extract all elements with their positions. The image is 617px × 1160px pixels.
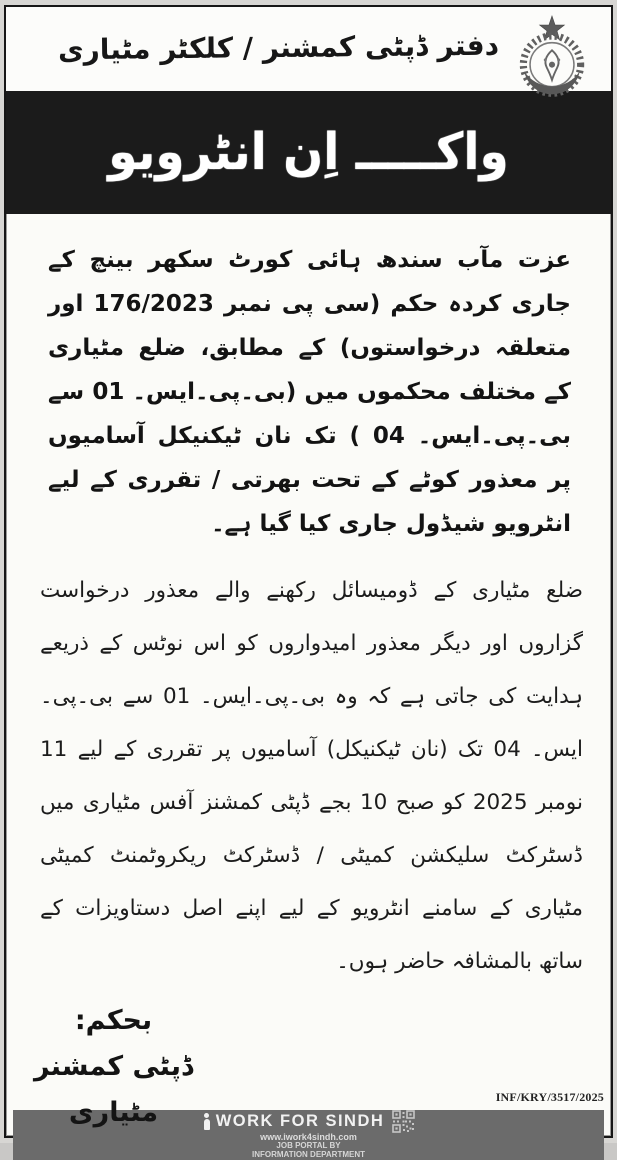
footer-tagline-2: INFORMATION DEPARTMENT <box>251 1149 365 1159</box>
qr-code-icon <box>393 1111 414 1132</box>
notice-paragraph-1: عزت مآب سندھ ہائی کورٹ سکھر بینچ کے جاری کردہ حکم (سی پی نمبر 176/2023 اور متعلقہ درخواستوں) کے مطابق، ضلع مٹیاری کے مختلف محکموں میں (بی۔پی۔ایس۔ 01 سے بی۔پی۔ایس۔ 04 ) تک نان ٹیکنیکل آسامیوں پر معذور کوٹے کے تحت بھرتی / تقرری کے لیے انٹرویو شیڈول جاری کیا گیا ہے۔ <box>48 247 571 537</box>
walk-in-interview-banner <box>6 91 611 214</box>
signature-by-order: بحکم: <box>74 1005 153 1036</box>
signature-district: مٹیاری <box>68 1097 159 1128</box>
person-icon <box>203 1113 211 1130</box>
footer-content <box>203 1111 415 1159</box>
office-title: دفتر ڈپٹی کمشنر / کلکٹر مٹیاری <box>57 28 500 67</box>
footer-brand-row <box>203 1111 415 1132</box>
notice-paragraph-2: ضلع مٹیاری کے ڈومیسائل رکھنے والے معذور درخواست گزاروں اور دیگر معذور امیدواروں کو اس نوٹس کے ذریعے ہدایت کی جاتی ہے کہ وہ بی۔پی۔ایس۔ 01 سے بی۔پی۔ایس۔ 04 تک (نان ٹیکنیکل) آسامیوں پر تقرری کے لیے 11 نومبر 2025 کو صبح 10 بجے ڈپٹی کمشنز آفس مٹیاری میں ڈسٹرکٹ سلیکشن کمیٹی / ڈسٹرکٹ ریکروٹمنٹ کمیٹی مٹیاری کے سامنے انٹرویو کے لیے اپنے اصل دستاویزات کے ساتھ بالمشافہ حاضر ہوں۔ <box>40 578 584 974</box>
signature-block <box>34 998 193 1136</box>
footer-website-url: www.iwork4sindh.com <box>260 1132 357 1142</box>
header-section <box>6 7 611 91</box>
notice-border-frame <box>4 5 613 1159</box>
banner-title: واکـــــ اِن انٹرویو <box>108 122 509 183</box>
work-for-sindh-logo-text: WORK FOR SINDH <box>215 1111 385 1130</box>
footer-tagline-1: JOB PORTAL BY <box>276 1141 341 1151</box>
signature-deputy-commissioner: ڈپٹی کمشنر <box>34 1051 193 1082</box>
sindh-government-emblem-icon <box>513 15 591 99</box>
reference-number: INF/KRY/3517/2025 <box>495 1090 604 1104</box>
